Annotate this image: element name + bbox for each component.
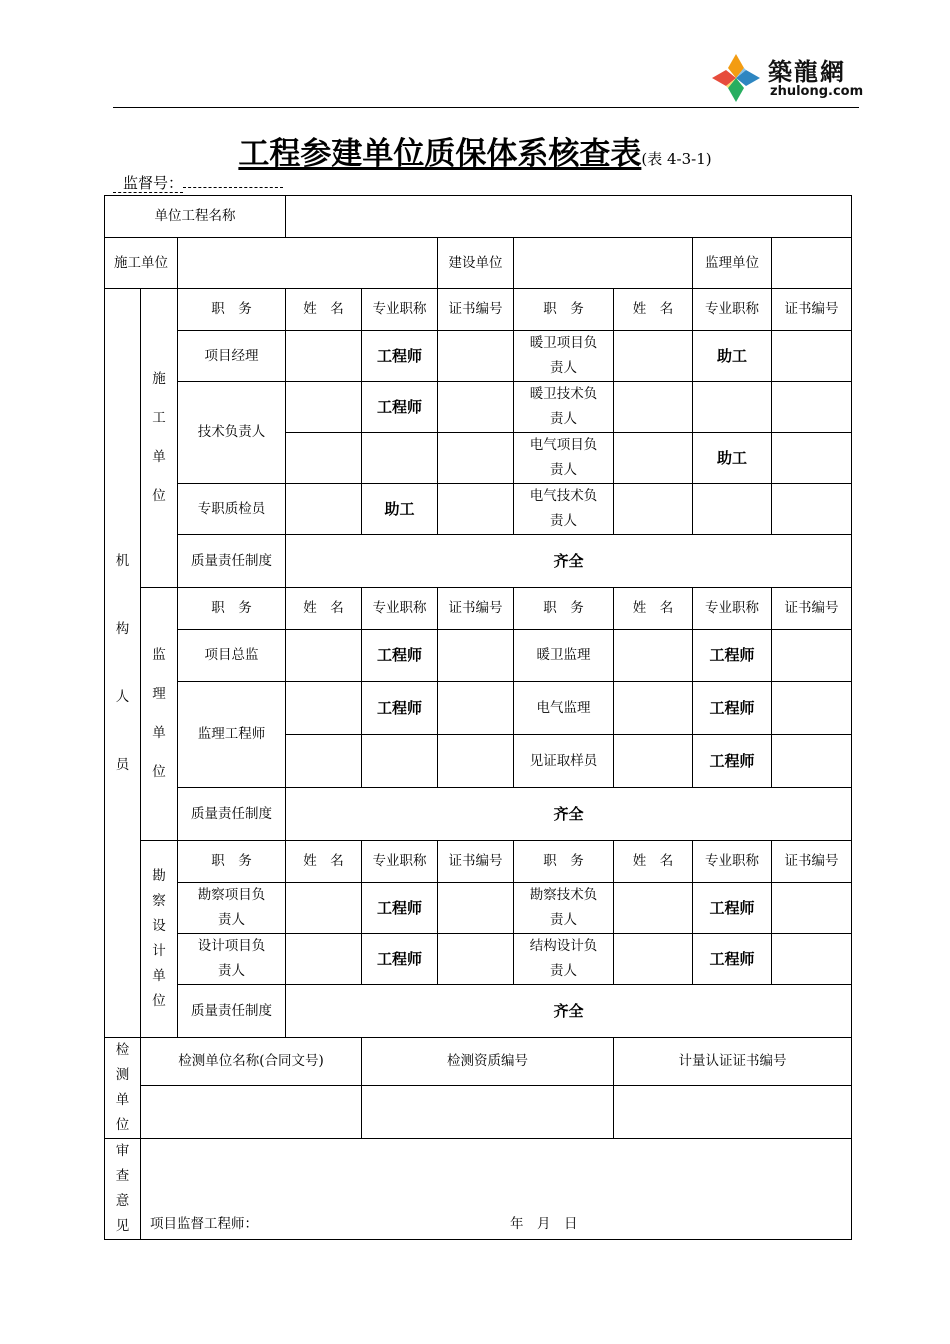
supervision-number bbox=[113, 172, 283, 193]
header-name-1: 姓 名 bbox=[286, 841, 362, 883]
title-main: 工程参建单位质保体系核查表 bbox=[238, 136, 642, 172]
role-cell: 暖卫监理 bbox=[514, 630, 614, 682]
review-opinion-field[interactable] bbox=[141, 1139, 852, 1240]
testing-col-name: 检测单位名称(合同文号) bbox=[141, 1038, 362, 1086]
testing-col-certificate: 计量认证证书编号 bbox=[614, 1038, 852, 1086]
cert-cell[interactable] bbox=[772, 682, 852, 735]
quality-system-value: 齐全 bbox=[286, 535, 852, 588]
testing-col-qualification: 检测资质编号 bbox=[362, 1038, 614, 1086]
name-cell[interactable] bbox=[614, 484, 693, 535]
header-name-2: 姓 名 bbox=[614, 841, 693, 883]
header-name-2: 姓 名 bbox=[614, 289, 693, 331]
construction-unit-label: 施工单位 bbox=[105, 238, 178, 289]
testing-certificate-field[interactable] bbox=[614, 1086, 852, 1139]
cert-cell[interactable] bbox=[438, 630, 514, 682]
header-title-2: 专业职称 bbox=[693, 841, 772, 883]
title-cell: 工程师 bbox=[693, 630, 772, 682]
name-cell[interactable] bbox=[614, 682, 693, 735]
logo-brand-cn: 築龍網 bbox=[768, 58, 846, 86]
title-cell bbox=[362, 735, 438, 788]
survey-group-label bbox=[141, 841, 178, 1038]
title-cell: 工程师 bbox=[693, 883, 772, 934]
title-cell: 工程师 bbox=[693, 735, 772, 788]
title-cell bbox=[693, 484, 772, 535]
check-table bbox=[104, 195, 852, 1240]
role-cell: 勘察项目负责人 bbox=[178, 883, 286, 934]
cert-cell[interactable] bbox=[438, 331, 514, 382]
name-cell[interactable] bbox=[286, 934, 362, 985]
header-title-2: 专业职称 bbox=[693, 588, 772, 630]
cert-cell[interactable] bbox=[772, 934, 852, 985]
cert-cell[interactable] bbox=[438, 382, 514, 433]
owner-unit-field[interactable] bbox=[514, 238, 693, 289]
name-cell[interactable] bbox=[614, 735, 693, 788]
testing-qualification-field[interactable] bbox=[362, 1086, 614, 1139]
name-cell[interactable] bbox=[614, 331, 693, 382]
title-cell: 工程师 bbox=[693, 934, 772, 985]
cert-cell[interactable] bbox=[772, 433, 852, 484]
title-cell: 助工 bbox=[693, 433, 772, 484]
header-rule bbox=[113, 107, 859, 108]
institution-label-text: 机构人员 bbox=[115, 553, 130, 773]
header-cert-1: 证书编号 bbox=[438, 841, 514, 883]
name-cell[interactable] bbox=[286, 630, 362, 682]
title-sub: (表 4-3-1) bbox=[641, 150, 712, 168]
role-cell: 项目经理 bbox=[178, 331, 286, 382]
cert-cell[interactable] bbox=[772, 883, 852, 934]
cert-cell[interactable] bbox=[438, 682, 514, 735]
title-cell: 工程师 bbox=[693, 682, 772, 735]
role-cell: 设计项目负责人 bbox=[178, 934, 286, 985]
cert-cell[interactable] bbox=[772, 382, 852, 433]
zhulong-logo bbox=[708, 50, 868, 106]
institution-label bbox=[105, 289, 141, 1038]
role-cell: 监理工程师 bbox=[178, 682, 286, 788]
header-cert-2: 证书编号 bbox=[772, 289, 852, 331]
review-group-label bbox=[105, 1139, 141, 1240]
quality-system-value: 齐全 bbox=[286, 788, 852, 841]
cert-cell[interactable] bbox=[772, 630, 852, 682]
review-engineer-label: 项目监督工程师： bbox=[150, 1216, 258, 1232]
role-cell: 电气监理 bbox=[514, 682, 614, 735]
header-role-2: 职 务 bbox=[514, 289, 614, 331]
role-cell: 项目总监 bbox=[178, 630, 286, 682]
construction-unit-field[interactable] bbox=[178, 238, 438, 289]
cert-cell[interactable] bbox=[772, 331, 852, 382]
name-cell[interactable] bbox=[286, 682, 362, 735]
logo-brand-en: zhulong.com bbox=[770, 84, 864, 99]
title-cell bbox=[362, 433, 438, 484]
role-cell: 电气技术负责人 bbox=[514, 484, 614, 535]
quality-system-label: 质量责任制度 bbox=[178, 788, 286, 841]
header-role-2: 职 务 bbox=[514, 588, 614, 630]
header-title-1: 专业职称 bbox=[362, 841, 438, 883]
supervisor-unit-field[interactable] bbox=[772, 238, 852, 289]
name-cell[interactable] bbox=[614, 433, 693, 484]
title-cell: 工程师 bbox=[362, 934, 438, 985]
header-name-1: 姓 名 bbox=[286, 588, 362, 630]
owner-unit-label: 建设单位 bbox=[438, 238, 514, 289]
role-cell: 暖卫技术负责人 bbox=[514, 382, 614, 433]
cert-cell[interactable] bbox=[438, 433, 514, 484]
cert-cell[interactable] bbox=[772, 735, 852, 788]
role-cell: 结构设计负责人 bbox=[514, 934, 614, 985]
supervisor-unit-label: 监理单位 bbox=[693, 238, 772, 289]
cert-cell[interactable] bbox=[438, 934, 514, 985]
role-cell: 见证取样员 bbox=[514, 735, 614, 788]
title-cell: 工程师 bbox=[362, 883, 438, 934]
title-cell: 工程师 bbox=[362, 331, 438, 382]
supervision-number-field[interactable] bbox=[183, 187, 283, 188]
title-cell: 工程师 bbox=[362, 630, 438, 682]
role-cell: 电气项目负责人 bbox=[514, 433, 614, 484]
construction-group-text: 施工单位 bbox=[152, 371, 166, 504]
header-title-2: 专业职称 bbox=[693, 289, 772, 331]
construction-group-label bbox=[141, 289, 178, 588]
name-cell[interactable] bbox=[286, 735, 362, 788]
supervision-group-label bbox=[141, 588, 178, 841]
name-cell[interactable] bbox=[286, 331, 362, 382]
project-name-label: 单位工程名称 bbox=[105, 196, 286, 238]
cert-cell[interactable] bbox=[438, 484, 514, 535]
page-title bbox=[0, 128, 950, 173]
cert-cell[interactable] bbox=[438, 883, 514, 934]
testing-name-field[interactable] bbox=[141, 1086, 362, 1139]
name-cell[interactable] bbox=[614, 934, 693, 985]
header-role-1: 职 务 bbox=[178, 289, 286, 331]
name-cell[interactable] bbox=[614, 630, 693, 682]
header-title-1: 专业职称 bbox=[362, 289, 438, 331]
header-title-1: 专业职称 bbox=[362, 588, 438, 630]
name-cell[interactable] bbox=[286, 433, 362, 484]
title-cell bbox=[693, 382, 772, 433]
header-role-1: 职 务 bbox=[178, 588, 286, 630]
supervision-group-text: 监理单位 bbox=[152, 647, 166, 780]
name-cell[interactable] bbox=[614, 382, 693, 433]
survey-group-text: 勘察设计单位 bbox=[152, 868, 166, 1009]
quality-system-value: 齐全 bbox=[286, 985, 852, 1038]
header-name-1: 姓 名 bbox=[286, 289, 362, 331]
header-cert-1: 证书编号 bbox=[438, 289, 514, 331]
header-cert-1: 证书编号 bbox=[438, 588, 514, 630]
title-cell: 助工 bbox=[362, 484, 438, 535]
name-cell[interactable] bbox=[286, 382, 362, 433]
name-cell[interactable] bbox=[286, 484, 362, 535]
header-role-2: 职 务 bbox=[514, 841, 614, 883]
role-cell: 暖卫项目负责人 bbox=[514, 331, 614, 382]
role-cell: 专职质检员 bbox=[178, 484, 286, 535]
name-cell[interactable] bbox=[614, 883, 693, 934]
title-cell: 助工 bbox=[693, 331, 772, 382]
header-cert-2: 证书编号 bbox=[772, 588, 852, 630]
cert-cell[interactable] bbox=[772, 484, 852, 535]
role-cell: 勘察技术负责人 bbox=[514, 883, 614, 934]
header-role-1: 职 务 bbox=[178, 841, 286, 883]
review-group-text: 审查意见 bbox=[115, 1143, 130, 1234]
supervision-number-label: 监督号： bbox=[113, 174, 183, 193]
testing-group-text: 检测单位 bbox=[115, 1042, 130, 1133]
testing-group-label bbox=[105, 1038, 141, 1139]
cert-cell[interactable] bbox=[438, 735, 514, 788]
pinwheel-logo-icon bbox=[708, 50, 764, 106]
project-name-field[interactable] bbox=[286, 196, 852, 238]
header-name-2: 姓 名 bbox=[614, 588, 693, 630]
quality-system-label: 质量责任制度 bbox=[178, 985, 286, 1038]
role-cell: 技术负责人 bbox=[178, 382, 286, 484]
quality-system-label: 质量责任制度 bbox=[178, 535, 286, 588]
title-cell: 工程师 bbox=[362, 382, 438, 433]
header-cert-2: 证书编号 bbox=[772, 841, 852, 883]
title-cell: 工程师 bbox=[362, 682, 438, 735]
name-cell[interactable] bbox=[286, 883, 362, 934]
review-date-label: 年 月 日 bbox=[510, 1216, 578, 1232]
